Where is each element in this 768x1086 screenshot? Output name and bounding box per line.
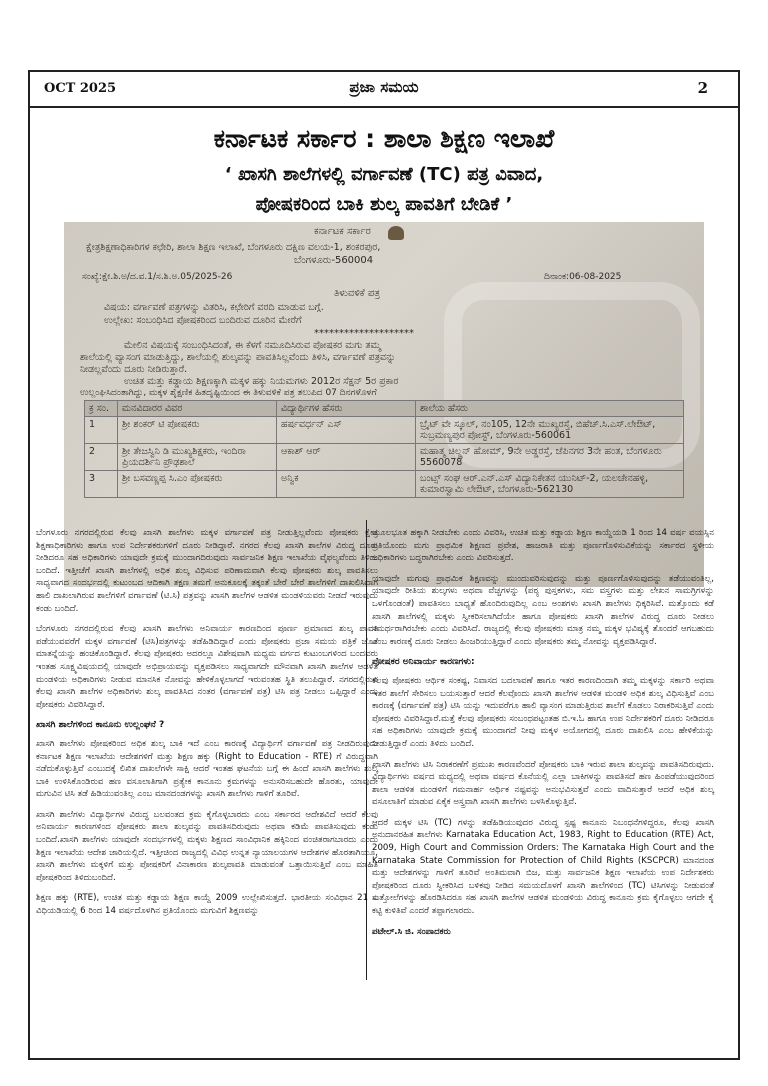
photo-body-2: ಶಾಲೆಯಲ್ಲಿ ವ್ಯಾಸಂಗ ಮಾಡುತ್ತಿದ್ದು, ಶಾಲೆಯಲ್ಲಿ ಶುಲ್ಕವನ್ನು ಪಾವತಿಸಿಲ್ಲವೆಂದು ತಿಳಿಸಿ, ವರ್ಗಾವಣೆ ಪತ್ರವನ್ನು (80, 352, 396, 363)
table-cell: ಅನ್ವಿಕ (277, 471, 416, 498)
table-cell: 2 (85, 444, 118, 471)
article-paragraph: ಖಾಸಗಿ ಶಾಲೆಗಳು ಟಿಸಿ ನಿರಾಕರಣೆಗೆ ಪ್ರಮುಖ ಕಾರಣವೆಂದರೆ ಪೋಷಕರು ಬಾಕಿ ಇರುವ ಶಾಲಾ ಶುಲ್ಕವನ್ನು ಪಾವತಿಸದಿರುವುದು. ವಿದ್ಯಾರ್ಥಿಗಳು ವರ್ಷದ ಮಧ್ಯದಲ್ಲಿ ಅಥವಾ ವರ್ಷದ ಕೊನೆಯಲ್ಲಿ ಎಲ್ಲಾ ಬಾಕಿಗಳನ್ನು ಪಾವತಿಸದೆ ಹಣ ಹಿಂಪಡೆಯುವುದರಿಂದ ಶಾಲಾ ಆಡಳಿತ ಮಂಡಳಿಗೆ ಗಮನಾರ್ಹ ಆರ್ಥಿಕ ನಷ್ಟವನ್ನು ಅನುಭವಿಸುತ್ತವೆ ಎಂದು ವಾದಿಸುತ್ತಾರೆ ಆದರೆ ಅಧಿಕ ಶುಲ್ಕ ವಸೂಲಾತಿಗೆ ಮಾಡುವ ಏಕೈಕ ಅಸ್ತ್ರವಾಗಿ ಖಾಸಗಿ ಶಾಲೆಗಳು ಬಳಸಿಕೊಳ್ಳುತ್ತಿವೆ. (372, 759, 714, 808)
table-cell: 3 (85, 471, 118, 498)
photo-office: ಕ್ಷೇತ್ರಶಿಕ್ಷಣಾಧಿಕಾರಿಗಳ ಕಛೇರಿ, ಶಾಲಾ ಶಿಕ್ಷಣ ಇಲಾಖೆ, ಬೆಂಗಳೂರು ದಕ್ಷಿಣ ವಲಯ-1, ಶಂಕರಪುರ, (86, 242, 381, 253)
article-paragraph: ಶಿಕ್ಷಣ ಹಕ್ಕು (RTE), ಉಚಿತ ಮತ್ತು ಕಡ್ಡಾಯ ಶಿಕ್ಷಣ ಕಾಯ್ದೆ 2009 ಉಲ್ಲೇಖಿಸುತ್ತದೆ. ಭಾರತೀಯ ಸಂವಿಧಾನ 21 ಎ ವಿಧಿಯಡಿಯಲ್ಲಿ 6 ರಿಂದ 14 ವರ್ಷದೊಳಗಿನ ಪ್ರತಿಯೊಂದು ಮಗುವಿಗೆ ಶಿಕ್ಷಣವನ್ನು (36, 893, 378, 917)
table-cell: ಶ್ರೀ ಬಸವಣ್ಣಪ್ಪ ಸಿ.ಎಂ ಪೋಷಕರು (118, 471, 277, 498)
photo-body-3: ನೀಡಲ್ಲವೆಂದು ದೂರು ನೀಡಿರುತ್ತಾರೆ. (80, 364, 188, 375)
photo-stars: ******************** (314, 328, 414, 339)
article-paragraph: ಮೂಲಭೂತ ಹಕ್ಕಾಗಿ ನೀಡಬೇಕು ಎಂದು ವಿವರಿಸಿ, ಉಚಿತ ಮತ್ತು ಕಡ್ಡಾಯ ಶಿಕ್ಷಣ ಕಾಯ್ದೆಯಡಿ 1 ರಿಂದ 14 ವರ್ಷ ವಯಸ್ಸಿನ ಪ್ರತಿಯೊಂದು ಮಗು ಪ್ರಾಥಮಿಕ ಶಿಕ್ಷಣದ ಪ್ರವೇಶ, ಹಾಜರಾತಿ ಮತ್ತು ಪೂರ್ಣಗೊಳಿಸುವಿಕೆಯನ್ನು ಸರ್ಕಾರದ ಸ್ಥಳೀಯ ಅಧಿಕಾರಿಗಳು ಬದ್ಧರಾಗಿರಬೇಕು ಎಂದು ವಿವರಿಸುತ್ತದೆ. (372, 528, 714, 564)
article-paragraph: ಆದರೆ ಮಕ್ಕಳ ಟಿಸಿ (TC) ಗಳನ್ನು ತಡೆಹಿಡಿಯುವುದರ ವಿರುದ್ಧ ಸ್ಪಷ್ಟ ಕಾನೂನು ನಿಬಂಧನೆಗಳಿದ್ದರೂ, ಕೆಲವು ಖಾಸಗಿ ಅನುದಾನರಹಿತ ಶಾಲೆಗಳು Karnataka Education Act, 1983, Right to Education (RTE) Act, 2009, High Court and Commission Orders: The Karnataka High Court and the Karnataka State Commission for Protection of Child Rights (KSCPCR) ಮಾನದಂಡ ಮತ್ತು ಆದೇಶಗಳನ್ನು ಗಾಳಿಗೆ ತೂರಿವೆ ಅಂತಿಮವಾಗಿ ಬಿಜ, ಮತ್ತು ಸಾರ್ವಜನಿಕ ಶಿಕ್ಷಣ ಇಲಾಖೆಯ ಉಪ ನಿರ್ದೇಶಕರು ಪೋಷಕರಿಂದ ದೂರು ಸ್ವೀಕರಿಸಿದ ಬಳಿಕವು ನೀಡಿದ ಸಮಯದೊಳಗೆ ಖಾಸಗಿ ಶಾಲೆಗಳಿಂದ (TC) ಟಿಸಿಗಳನ್ನು ನೀಡುವಂತೆ ಸುತ್ತೋಲೆಗಳನ್ನು ಹೊರಡಿಸಿದರೂ ಸಹ ಖಾಸಗಿ ಶಾಲೆಗಳ ಆಡಳಿತ ಮಂಡಳಿಯ ವಿರುದ್ಧ ಕಾನೂನು ಕ್ರಮ ಕೈಗೊಳ್ಳಲು ಆಗದೇ ಕೈ ಕಟ್ಟಿ ಕುಳಿತಿವೆ ಎಂದರೆ ತಪ್ಪಾಗಲಾರದು. (372, 817, 714, 917)
table-cell: ಹರ್ಷವರ್ಧನ್ ಎಸ್ (277, 417, 416, 444)
article-paragraph: ಖಾಸಗಿ ಶಾಲೆಗಳು ಪೋಷಕರಿಂದ ಅಧಿಕ ಶುಲ್ಕ ಬಾಕಿ ಇದೆ ಎಂಬ ಕಾರಣಕ್ಕೆ ವಿದ್ಯಾರ್ಥಿಗೆ ವರ್ಗಾವಣೆ ಪತ್ರ ನೀಡದಿರುವುದು ಕರ್ನಾಟಕ ಶಿಕ್ಷಣ ಇಲಾಖೆಯ ಆದೇಶಗಳಿಗೆ ಮತ್ತು ಶಿಕ್ಷಣ ಹಕ್ಕು (Right to Education - RTE) ಗೆ ವಿರುದ್ಧವಾಗಿ ನಡೆದುಕೊಳ್ಳುತ್ತಿವೆ ಎಂಬುದಕ್ಕೆ ಲಿಖಿತ ದಾಖಲೆಗಳೇ ಸಾಕ್ಷಿ ಆದರೆ ಇಂತಹ ಘಟನೆಯ ಬಗ್ಗೆ ಈ ಹಿಂದೆ ಖಾಸಗಿ ಶಾಲೆಗಳು ಶುಲ್ಕ ಬಾಕಿ ಉಳಿಸಿಕೊಂಡಿರುವ ಹಣ ವಸೂಲಾತಿಗಾಗಿ ಪ್ರತ್ಯೇಕ ಕಾನೂನು ಕ್ರಮಗಳನ್ನು ಅನುಸರಿಸಬಹುದೇ ಹೊರತು, ಯಾವುದೇ ಮಗುವಿನ ಟಿಸಿ ತಡೆ ಹಿಡಿಯುವಂತಿಲ್ಲ ಎಂಬ ಮಾನದಂಡಗಳನ್ನು ಖಾಸಗಿ ಶಾಲೆಗಳು ಗಾಳಿಗೆ ತೂರಿವೆ. (36, 738, 378, 800)
photo-ref: ಸಂಖ್ಯೆ:ಕ್ಷೇ.ಶಿ.ಅ/ದ.ವ.1/ಸ.ಶಿ.ಅ.05/2025-26 (82, 272, 233, 282)
complaints-table (84, 400, 684, 498)
page-number: 2 (697, 79, 708, 97)
subhead-line-2: ಪೋಷಕರಿಂದ ಬಾಕಿ ಶುಲ್ಕ ಪಾವತಿಗೆ ಬೇಡಿಕೆ ’ (255, 194, 513, 215)
photo-reference: ಉಲ್ಲೇಖ: ಸಂಬಂಧಿಸಿದ ಪೋಷಕರಿಂದ ಬಂದಿರುವ ದೂರಿನ ಮೇರೆಗೆ (104, 315, 302, 326)
article-paragraph: ಯಾವುದೇ ಮಗುವು ಪ್ರಾಥಮಿಕ ಶಿಕ್ಷಣವನ್ನು ಮುಂದುವರಿಸುವುದನ್ನು ಮತ್ತು ಪೂರ್ಣಗೊಳಿಸುವುದನ್ನು ತಡೆಯುವಂತಿಲ್ಲ, ಯಾವುದೇ ರೀತಿಯ ಶುಲ್ಕಗಳು ಅಥವಾ ವೆಚ್ಚಗಳನ್ನು (ಪಠ್ಯ ಪುಸ್ತಕಗಳು, ಸಮ ವಸ್ತ್ರಗಳು ಮತ್ತು ಲೇಖನ ಸಾಮಗ್ರಿಗಳನ್ನು ಒಳಗೊಂಡಂತೆ) ಪಾವತಿಸಲು ಬಾಧ್ಯತೆ ಹೊಂದಿರುವುದಿಲ್ಲ ಎಂಬ ಅಂಶಗಳು ಖಾಸಗಿ ಶಾಲೆಗಳು ಧಿಕ್ಕರಿಸಿವೆ. ಮತ್ತೊಂದು ಕಡೆ ಖಾಸಗಿ ಶಾಲೆಗಳಲ್ಲಿ ಮಕ್ಕಳು ಸ್ವೀಕರಿಸಲಾಗಿದೆಯೇ ಹಾಗೂ ಪೋಷಕರು ಖಾಸಗಿ ಶಾಲೆಗಳ ವಿರುದ್ಧ ದೂರು ನೀಡಲು ಸಮರ್ಥರಾಗಿರಬೇಕು ಎಂದು ವಿವರಿಸಿದೆ. ರಾಜ್ಯದಲ್ಲಿ ಕೆಲವು ಪೋಷಕರು ಮಾತ್ರ ನಮ್ಮ ಮಕ್ಕಳ ಭವಿಷ್ಯಕ್ಕೆ ತೊಂದರೆ ಆಗಬಹುದು ಎಂಬ ಕಾರಣಕ್ಕೆ ದೂರು ನೀಡಲು ಹಿಂಜರಿಯುತ್ತಿದ್ದಾರೆ ಎಂದು ಪೋಷಕರು ತಮ್ಮ ನೋವನ್ನು ವ್ಯಕ್ತಪಡಿಸಿದ್ದಾರೆ. (372, 573, 714, 647)
article-paragraph: ಕೆಲವು ಪೋಷಕರು ಆರ್ಥಿಕ ಸಂಕಷ್ಟ, ನಿವಾಸದ ಬದಲಾವಣೆ ಹಾಗೂ ಇತರ ಕಾರಣದಿಂದಾಗಿ ತಮ್ಮ ಮಕ್ಕಳನ್ನು ಸರ್ಕಾರಿ ಅಥವಾ ಇತರ ಶಾಲೆಗೆ ಸೇರಿಸಲು ಬಯಸುತ್ತಾರೆ ಆದರೆ ಕೆಲವೊಂದು ಖಾಸಗಿ ಶಾಲೆಗಳ ಆಡಳಿತ ಮಂಡಳಿ ಅಧಿಕ ಶುಲ್ಕ ವಿಧಿಸುತ್ತಿವೆ ಎಂಬ ಕಾರಣಕ್ಕೆ (ವರ್ಗಾವಣೆ ಪತ್ರ) ಟಿಸಿ ಯನ್ನು ಇದುವರೆಗೂ ಹಾಲಿ ವ್ಯಾಸಂಗ ಮಾಡುತ್ತಿರುವ ಶಾಲೆಗೆ ಕೊಡಲು ನಿರಾಕರಿಸುತ್ತಿವೆ ಎಂದು ಪೋಷಕರು ವಿವರಿಸಿದ್ದಾರೆ.ಮತ್ತೆ ಕೆಲವು ಪೋಷಕರು ಸಂಬಂಧಪಟ್ಟಂತಹ ಬಿ.ಇ.ಓ ಹಾಗೂ ಉಪ ನಿರ್ದೇಶಕರಿಗೆ ದೂರು ನೀಡಿದರೂ ಸಹ ಅಧಿಕಾರಿಗಳು ಯಾವುದೇ ಕ್ರಮಕ್ಕೆ ಮುಂದಾಗದೆ ನೀವು ಮಕ್ಕಳ ಅಯೋಗದಲ್ಲಿ ದೂರು ದಾಖಲಿಸಿ ಎಂಬ ಹೇಳಿಕೆಯನ್ನು ನೀಡುತ್ತಿದ್ದಾರೆ ಎಂದು ತಿಳಿದು ಬಂದಿದೆ. (372, 675, 714, 749)
table-header: ಮನವಿದಾರರ ವಿವರ (118, 401, 277, 417)
government-emblem-icon (388, 226, 404, 240)
article-paragraph: ಬೆಂಗಳೂರು ನಗರದಲ್ಲಿರುವ ಕೆಲವು ಖಾಸಗಿ ಶಾಲೆಗಳು ಮಕ್ಕಳ ವರ್ಗಾವಣೆ ಪತ್ರ ನೀಡುತ್ತಿಲ್ಲವೆಂದು ಪೋಷಕರು ಕ್ಷೇತ್ರ ಶಿಕ್ಷಣಾಧಿಕಾರಿಗಳು ಹಾಗೂ ಉಪ ನಿರ್ದೇಶಕರುಗಳಿಗೆ ದೂರು ನೀಡಿದ್ದಾರೆ. ನಗರದ ಕೆಲವು ಖಾಸಗಿ ಶಾಲೆಗಳ ವಿರುದ್ಧ ದೂರು ನೀಡಿದರೂ ಸಹ ಅಧಿಕಾರಿಗಳು ಯಾವುದೇ ಕ್ರಮಕ್ಕೆ ಮುಂದಾಗದಿರುವುದು ಸಾರ್ವಜನಿಕ ಶಿಕ್ಷಣ ಇಲಾಖೆಯ ವೈಫಲ್ಯವೆಂದು ತಿಳಿದು ಬಂದಿದೆ. ಇತ್ತೀಚೆಗೆ ಖಾಸಗಿ ಶಾಲೆಗಳಲ್ಲಿ ಅಧಿಕ ಶುಲ್ಕ ವಿಧಿಸುವ ಪರಿಣಾಮವಾಗಿ ಕೆಲವು ಪೋಷಕರು ಶುಲ್ಕ ಪಾವತಿಸಲು ಸಾಧ್ಯವಾಗದ ಸಂದರ್ಭದಲ್ಲಿ ಕುಟುಂಬದ ಆದಿಕಾಗಿ ತಕ್ಷಣ ತಮಗೆ ಅನುಕೂಲಕ್ಕೆ ತಕ್ಕಂತೆ ಬೇರೆ ಬೇರೆ ಶಾಲೆಗಳಿಗೆ ದಾಖಲಿಸಿದಾಗ ಹಾಲಿ ದಾಖಲಾಗಿರುವ ಶಾಲೆಗಳಿಗೆ ವರ್ಗಾವಣೆ (ಟಿ.ಸಿ) ಪತ್ರವನ್ನು ಖಾಸಗಿ ಶಾಲೆಗಳ ಆಡಳಿತ ಮಂಡಳಿಯವರು ನೀಡದೆ ಇರುವುದು ಕಂಡು ಬಂದಿದೆ. (36, 528, 378, 614)
editor-signature: ಪಟೇಲ್.ಸಿ ಜಿ. ಸಂಪಾದಕರು (372, 926, 451, 937)
table-cell: ಶ್ರೀ ತೇಜಸ್ವಿನಿ ಡಿ ಮುಖ್ಯಶಿಕ್ಷಕರು, ಇಂದಿರಾ ಪ್ರಿಯದರ್ಶಿನಿ ಪ್ರೌಢಶಾಲೆ (118, 444, 277, 471)
photo-gov: ಕರ್ನಾಟಕ ಸರ್ಕಾರ (314, 226, 371, 237)
masthead (30, 72, 738, 108)
table-row (85, 471, 684, 498)
photo-notice: ತಿಳುವಳಿಕೆ ಪತ್ರ (334, 288, 380, 299)
subhead-line-1: ‘ ಖಾಸಗಿ ಶಾಲೆಗಳಲ್ಲಿ ವರ್ಗಾವಣೆ (TC) ಪತ್ರ ವಿವಾದ, (224, 164, 544, 185)
section-heading: ಖಾಸಗಿ ಶಾಲೆಗಳಿಂದ ಕಾನೂನು ಉಲ್ಲಂಘನೆ ? (36, 720, 165, 731)
table-cell: ಆಕಾಶ್ ಆರ್ (277, 444, 416, 471)
table-cell: ಬ್ರೈಟ್ ವೇ ಸ್ಕೂಲ್, ನಂ105, 12ನೇ ಮುಖ್ಯರಸ್ತೆ, ಬಿಹೆಚ್.ಸಿ.ಎಸ್.ಲೇಔಟ್, ಸುಬ್ರಮಣ್ಯಪುರ ಪೋಸ್ಟ್, ಬೆಂಗಳೂರು-560061 (416, 417, 684, 444)
table-header: ವಿದ್ಯಾರ್ಥಿಗಳ ಹೆಸರು (277, 401, 416, 417)
table-cell: ಶ್ರೀ ಶಂಕರ್ ಟಿ ಪೋಷಕರು (118, 417, 277, 444)
headline: ಕರ್ನಾಟಕ ಸರ್ಕಾರ : ಶಾಲಾ ಶಿಕ್ಷಣ ಇಲಾಖೆ (213, 124, 555, 153)
table-header-row (85, 401, 684, 417)
table-header: ಶಾಲೆಯ ಹೆಸರು (416, 401, 684, 417)
photo-subject: ವಿಷಯ: ವರ್ಗಾವಣೆ ಪತ್ರಗಳನ್ನು ವಿತರಿಸಿ, ಕಛೇರಿಗೆ ವರದಿ ಮಾಡುವ ಬಗ್ಗೆ. (104, 302, 324, 313)
table-cell: 1 (85, 417, 118, 444)
newspaper-name: ಪ್ರಜಾ ಸಮಯ (349, 78, 419, 96)
photo-dated: ದಿನಾಂಕ:06-08-2025 (544, 272, 622, 282)
section-heading: ಪೋಷಕರ ಅನಿವಾರ್ಯ ಕಾರಣಗಳು: (372, 657, 475, 668)
article-column-right (372, 527, 714, 946)
article-paragraph: ಖಾಸಗಿ ಶಾಲೆಗಳು ವಿದ್ಯಾರ್ಥಿಗಳ ವಿರುದ್ಧ ಬಲವಂತದ ಕ್ರಮ ಕೈಗೊಳ್ಳಬಾರದು ಎಂಬ ಸರ್ಕಾರದ ಆದೇಶವಿದೆ ಆದರೆ ಕೆಲವು ಅನಿವಾರ್ಯ ಕಾರಣಗಳಿಂದ ಪೋಷಕರು ಶಾಲಾ ಶುಲ್ಕವನ್ನು ಪಾವತಿಸದಿರುವುದು ಅಥವಾ ಕಡಿಮೆ ಪಾವತಿಸುವುದು ಕಂಡು ಬಂದಿದೆ.ಖಾಸಗಿ ಶಾಲೆಗಳು ಯಾವುದೇ ಸಂದರ್ಭಗಳಲ್ಲಿ ಮಕ್ಕಳು ಶಿಕ್ಷಣದ ಸಾಂವಿಧಾನಿಕ ಹಕ್ಕಿನಿಂದ ವಂಚಿತರಾಗಬಾರದು ಎಂದು ಶಿಕ್ಷಣ ಇಲಾಖೆಯ ಆದೇಶ ಜಾರಿಯಲ್ಲಿದೆ. ಇತ್ತೀಚಿಂದ ರಾಜ್ಯದಲ್ಲಿ ವಿವಿಧ ಉನ್ನತ ನ್ಯಾಯಾಲಯಗಳ ಆದೇಶಗಳ ಹೊರತಾಗಿಯೂ, ಖಾಸಗಿ ಶಾಲೆಗಳು ಮಕ್ಕಳಿಗೆ ಮತ್ತು ಪೋಷಕರಿಗೆ ವಿನಾಕಾರಣ ಶುಲ್ಕಪಾವತಿ ಮಾಡುವಂತೆ ಒತ್ತಾಯಿಸುತ್ತಿವೆ ಎಂಬ ಮಾಹಿತಿ ಪೋಷಕರಿಂದ ತಿಳಿದುಬಂದಿದೆ. (36, 809, 378, 883)
table-cell: ಮಹಾತ್ಮ ಚಿಲ್ಡ್ರನ್ ಹೋಮ್, 9ನೇ ಅಡ್ಡರಸ್ತೆ, ಜೆಪಿನಗರ 3ನೇ ಹಂತ, ಬೆಂಗಳೂರು 5560078 (416, 444, 684, 471)
table-row (85, 444, 684, 471)
article-column-left (36, 527, 378, 926)
subheadline (30, 160, 738, 220)
photo-city: ಬೆಂಗಳೂರು-560004 (294, 255, 374, 266)
photo-body-1: ಮೇಲಿನ ವಿಷಯಕ್ಕೆ ಸಂಬಂಧಿಸಿದಂತೆ, ಈ ಕೆಳಗೆ ನಮೂದಿಸಿರುವ ಪೋಷಕರ ಮಗು ತಮ್ಮ (124, 340, 381, 351)
photo-body-4: ಉಚಿತ ಮತ್ತು ಕಡ್ಡಾಯ ಶಿಕ್ಷಣಕ್ಕಾಗಿ ಮಕ್ಕಳ ಹಕ್ಕು ನಿಯಮಗಳು 2012ರ ಸೆಕ್ಷನ್ 5ರ ಪ್ರಕಾರ (124, 376, 399, 387)
article-paragraph: ಬೆಂಗಳೂರು ನಗರದಲ್ಲಿರುವ ಕೆಲವು ಖಾಸಗಿ ಶಾಲೆಗಳು ಅನಿವಾರ್ಯ ಕಾರಣದಿಂದ ಪೂರ್ಣ ಪ್ರಮಾಣದ ಶುಲ್ಕ ಪಾವತಿ ಪಡೆಯುವವರೆಗೆ ಮಕ್ಕಳ ವರ್ಗಾವಣೆ (ಟಿಸಿ)ಪತ್ರಗಳನ್ನು ತಡೆಹಿಡಿದಿದ್ದಾರೆ ಎಂದು ಪೋಷಕರು ಪ್ರಜಾ ಸಮಯ ಪತ್ರಿಕೆ ಜೊತೆ ಮಾತನ್ನೆಯನ್ನು ಹಂಚಿಕೊಂಡಿದ್ದಾರೆ. ಕೆಲವು ಪೋಷಕರು ಅದರಲ್ಲೂ ವಿಶೇಷವಾಗಿ ಮಧ್ಯಮ ವರ್ಗದ ಕುಟುಂಬಗಳಿಂದ ಬಂದವರು ಇಂತಹ ಸೂಕ್ಷ್ಮವಿಷಯದಲ್ಲಿ ಯಾವುದೇ ಅಭಿಪ್ರಾಯವನ್ನು ವ್ಯಕ್ತಪಡಿಸಲು ಸಾಧ್ಯವಾಗದೇ ಮೌನವಾಗಿ ಖಾಸಗಿ ಶಾಲೆಗಳ ಆಡಳಿತ ಮಂಡಳಿಯ ಅಧಿಕಾರಿಗಳು ನೀಡುವ ಮಾನಸಿಕ ನೋವನ್ನು ಹೇಳಿಕೊಳ್ಳಲಾಗದೆ ಇರುವಂತಹ ಸ್ಥಿತಿ ತಲುಪಿದ್ದಾರೆ. ನಗರದಲ್ಲಿರುವ ಕೆಲವು ಖಾಸಗಿ ಶಾಲೆಗಳ ಅಧಿಕಾರಿಗಳು ಶುಲ್ಕ ಪಾವತಿಸಿದ ನಂತರ (ವರ್ಗಾವಣೆ ಪತ್ರ) ಟಿಸಿ ಪತ್ರ ನೀಡಲು ಒಪ್ಪಿದ್ದಾರೆ ಎಂದು ಪೋಷಕರು ವಿವರಿಸಿದ್ದಾರೆ. (36, 624, 378, 710)
photo-body-5: ಉಲ್ಲಂಘಿಸಿದಂತಾಗಿದ್ದು, ಮಕ್ಕಳ ಶೈಕ್ಷಣಿಕ ಹಿತದೃಷ್ಟಿಯಿಂದ ಈ ತಿಳುವಳಿಕೆ ಪತ್ರ ತಲುಪಿದ 07 ದಿನಗಳೊಳಗೆ (80, 388, 377, 398)
table-cell: ಬಂಟ್ಸ್ ಸಂಘ ಆರ್.ಎನ್.ಎಸ್ ವಿದ್ಯಾನಿಕೇತನ ಯುನಿಟ್-2, ಯಲಚೇನಹಳ್ಳಿ, ಕುಮಾರಸ್ವಾಮಿ ಲೇಔಟ್, ಬೆಂಗಳೂರು-562130 (416, 471, 684, 498)
table-header: ಕ್ರ ಸಂ. (85, 401, 118, 417)
table-row (85, 417, 684, 444)
issue-date: OCT 2025 (44, 81, 117, 96)
